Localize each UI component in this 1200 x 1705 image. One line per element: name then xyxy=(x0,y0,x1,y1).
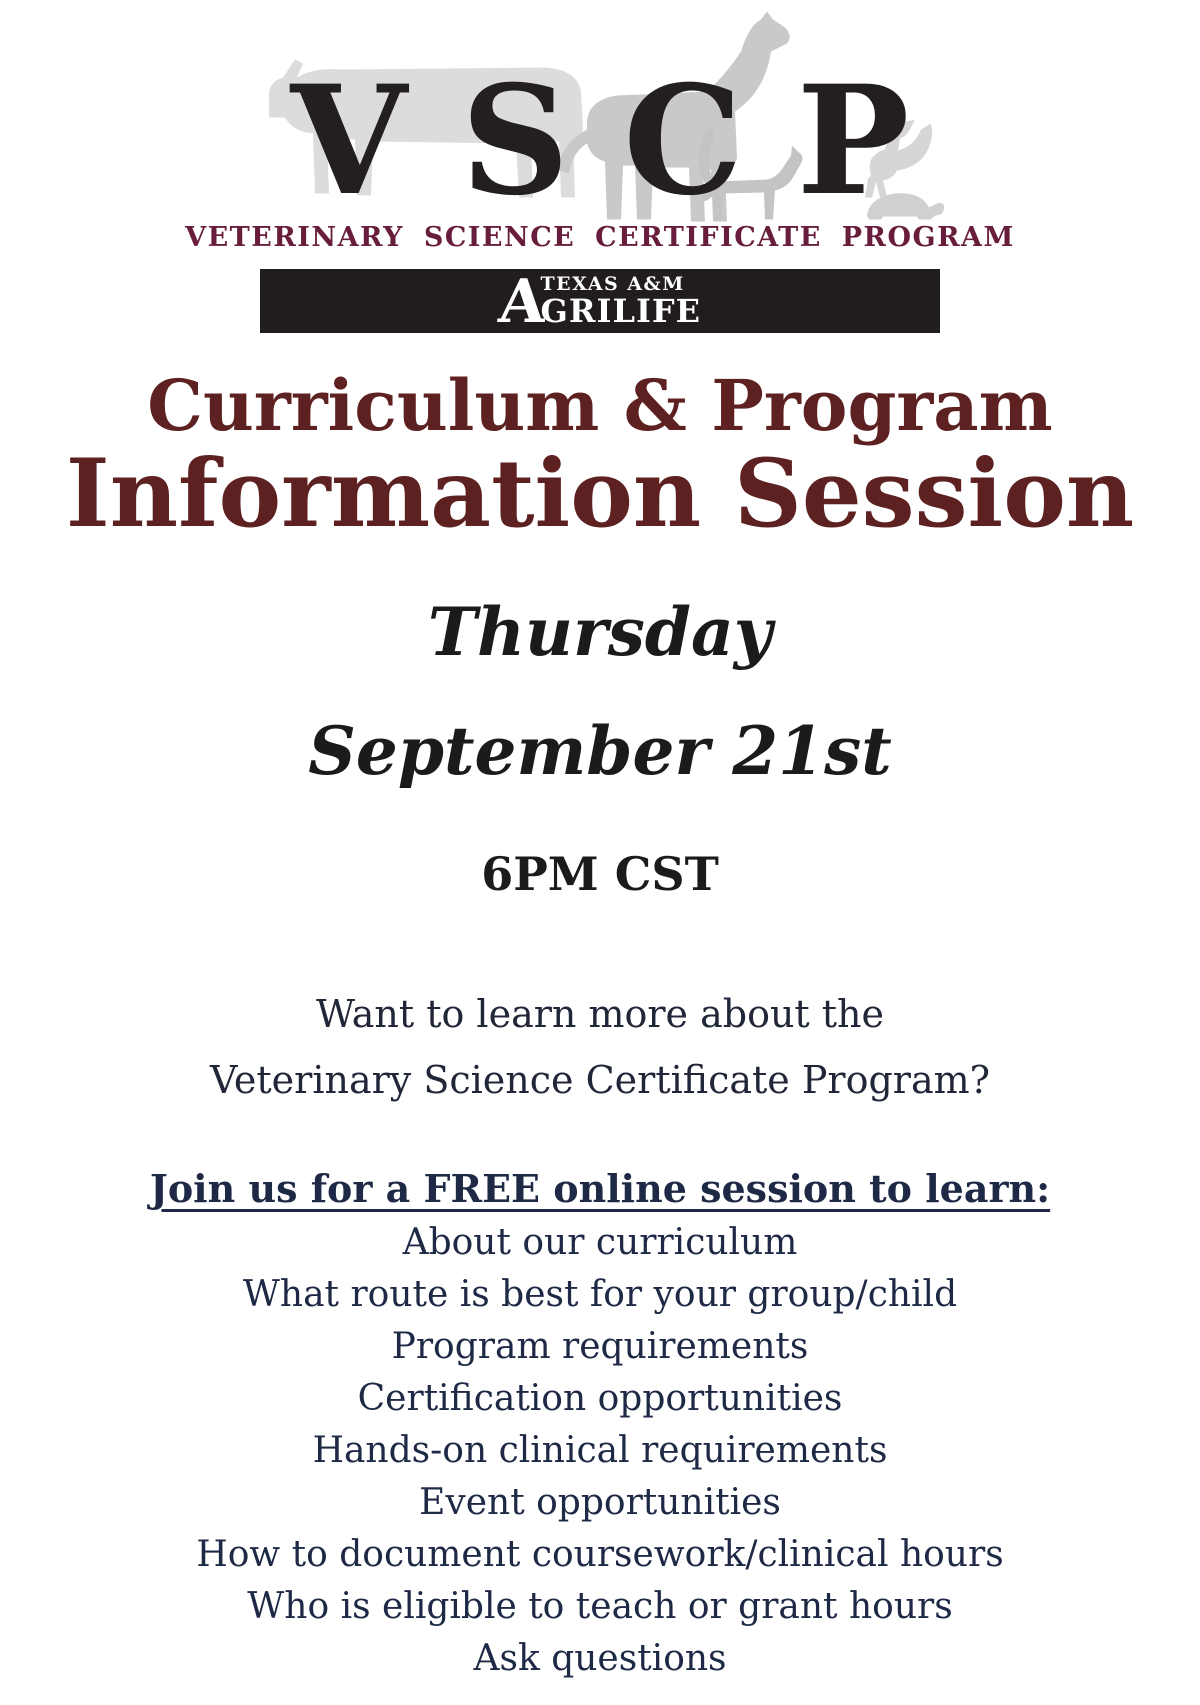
session-item: Event opportunities xyxy=(419,1481,781,1523)
session-item: Ask questions xyxy=(473,1637,727,1679)
intro-line2: Veterinary Science Certificate Program? xyxy=(209,1057,991,1102)
session-item: How to document coursework/clinical hours xyxy=(196,1533,1004,1575)
intro-text xyxy=(0,981,1200,1113)
agrilife-bottom-text: GRILIFE xyxy=(540,292,702,330)
vscp-logo xyxy=(0,8,1200,337)
session-item: What route is best for your group/child xyxy=(242,1273,958,1315)
session-item: Program requirements xyxy=(391,1325,809,1367)
session-item: Hands-on clinical requirements xyxy=(312,1429,888,1471)
flyer xyxy=(0,8,1200,1705)
vscp-acronym: VSCP xyxy=(290,53,964,229)
session-item: Certification opportunities xyxy=(357,1377,843,1419)
headline-line2: Information Session xyxy=(65,439,1135,549)
session-heading: Join us for a FREE online session to learn: xyxy=(149,1165,1051,1211)
session-item: About our curriculum xyxy=(402,1221,798,1263)
agrilife-big-a: A xyxy=(496,266,549,337)
vscp-logo-stack xyxy=(255,8,964,229)
vscp-tagline: VETERINARY SCIENCE CERTIFICATE PROGRAM xyxy=(185,222,1015,253)
agrilife-top-text: TEXAS A&M xyxy=(540,273,685,295)
session-item: Who is eligible to teach or grant hours xyxy=(247,1585,953,1627)
session-list xyxy=(0,1217,1200,1685)
event-time: 6PM CST xyxy=(481,847,719,902)
event-day: Thursday xyxy=(427,593,773,671)
event-date: September 21st xyxy=(308,712,892,791)
intro-line1: Want to learn more about the xyxy=(315,991,885,1036)
agrilife-bar xyxy=(260,266,940,337)
agrilife-wordmark xyxy=(540,273,702,330)
agrilife-logo xyxy=(496,266,702,337)
headline-line1: Curriculum & Program xyxy=(147,364,1053,447)
flyer-body xyxy=(0,364,1200,1685)
